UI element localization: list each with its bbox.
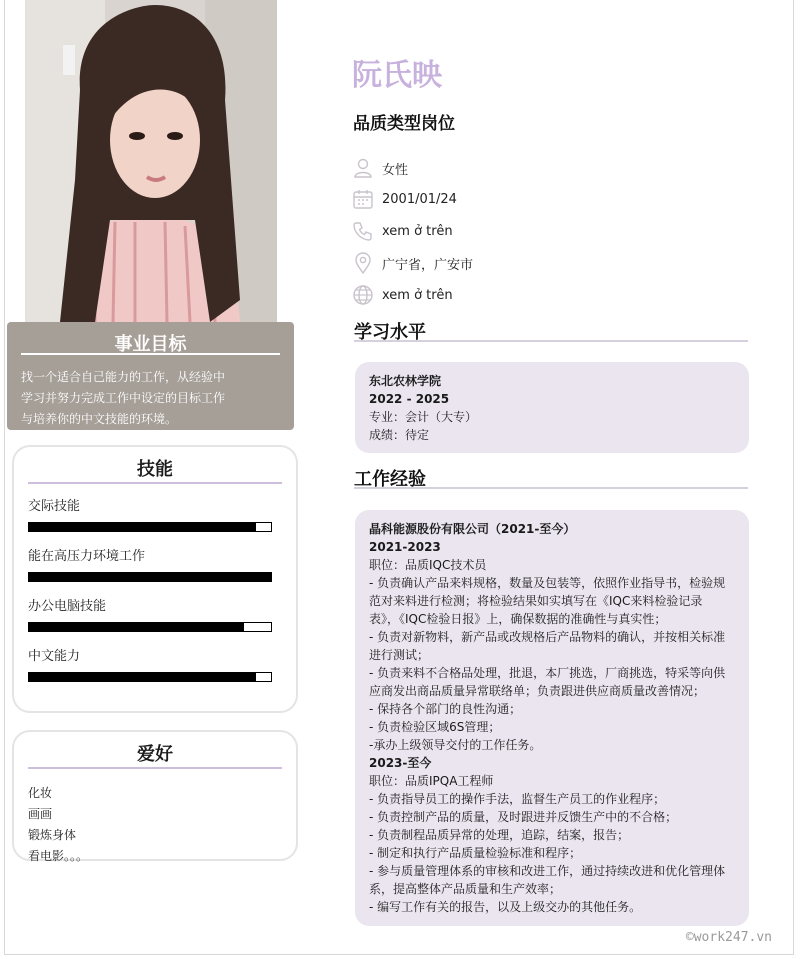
info-text: xem ở trên	[382, 287, 453, 303]
calendar-icon	[352, 188, 374, 210]
job-role: 职位：品质IPQA工程师	[369, 774, 494, 788]
skill-item	[28, 545, 272, 564]
duty-line: 范对来料进行检测；将检验结果如实填写在《IQC来料检验记录	[369, 594, 703, 608]
hobbies-list	[28, 783, 296, 867]
school-name: 东北农林学院	[369, 374, 442, 388]
skill-label: 中文能力	[28, 649, 81, 664]
info-website	[352, 283, 453, 307]
duty-line: - 制定和执行产品质量检验标准和程序；	[369, 846, 582, 860]
phone-icon	[352, 220, 374, 242]
person-icon	[352, 157, 374, 179]
globe-icon	[352, 284, 374, 306]
info-text: 广宁省，广安市	[382, 257, 474, 273]
objective-title: 事业目标	[114, 334, 187, 355]
duty-line: 系，提高整体产品质量和生产效率；	[369, 882, 562, 896]
duty-line: - 负责控制产品的质量，及时跟进并反馈生产中的不合格；	[369, 810, 678, 824]
duty-line: -承办上级领导交付的工作任务。	[369, 738, 542, 752]
hobbies-card	[12, 730, 298, 861]
duty-line: 进行测试；	[369, 648, 430, 662]
objective-line: 与培养你的中文技能的环境。	[21, 412, 178, 426]
duty-line: - 负责指导员工的操作手法，监督生产员工的作业程序；	[369, 792, 666, 806]
hobby-item: 锻炼身体	[28, 828, 77, 842]
company-name: 晶科能源股份有限公司（2021-至今）	[369, 522, 576, 536]
info-text: xem ở trên	[382, 223, 453, 239]
candidate-name: 阮氏映	[352, 58, 442, 93]
skill-label: 交际技能	[28, 499, 81, 514]
skill-label: 办公电脑技能	[28, 599, 107, 614]
education-section-title: 学习水平	[354, 322, 426, 343]
skill-level-fill	[29, 523, 256, 531]
info-phone	[352, 219, 453, 243]
objective-divider	[21, 353, 280, 355]
duty-line: - 编写工作有关的报告，以及上级交办的其他任务。	[369, 900, 642, 914]
skill-level-fill	[29, 573, 271, 581]
experience-box	[355, 510, 749, 926]
grade: 成绩：待定	[369, 428, 430, 442]
duty-line: 表》，《IQC检验日报》上，确保数据的准确性与真实性；	[369, 612, 667, 626]
info-gender	[352, 156, 408, 180]
target-position: 品质类型岗位	[353, 114, 455, 134]
info-birthdate	[352, 187, 457, 211]
skills-card	[12, 445, 298, 713]
hobby-item: 画画	[28, 807, 53, 821]
info-text: 2001/01/24	[382, 191, 457, 207]
duty-line: - 负责对新物料，新产品或改规格后产品物料的确认，并按相关标准	[369, 630, 726, 644]
duty-line: - 保持各个部门的良性沟通；	[369, 702, 522, 716]
hobbies-divider	[28, 767, 282, 769]
skills-title: 技能	[137, 459, 173, 480]
period: 2021-2023	[369, 540, 441, 554]
objective-line: 找一个适合自己能力的工作，从经验中	[21, 370, 226, 384]
education-divider	[354, 340, 748, 342]
study-years: 2022 - 2025	[369, 392, 450, 406]
education-box	[355, 362, 749, 453]
objective-text	[21, 367, 251, 430]
skills-divider	[28, 482, 282, 484]
profile-photo	[25, 0, 277, 322]
info-address	[352, 251, 473, 275]
hobbies-title: 爱好	[137, 744, 173, 765]
duty-line: - 负责制程品质异常的处理，追踪，结案，报告；	[369, 828, 630, 842]
career-objective-panel	[7, 322, 294, 430]
skill-label: 能在高压力环境工作	[28, 549, 146, 564]
skill-item	[28, 595, 272, 614]
info-text: 女性	[382, 162, 409, 178]
duty-line: - 负责确认产品来料规格，数量及包装等，依照作业指导书，检验规	[369, 576, 726, 590]
skill-level-bar	[28, 672, 272, 682]
duty-line: - 参与质量管理体系的审核和改进工作，通过持续改进和优化管理体	[369, 864, 726, 878]
objective-line: 学习并努力完成工作中设定的目标工作	[21, 391, 226, 405]
location-pin-icon	[352, 252, 374, 274]
skill-level-fill	[29, 623, 244, 631]
skill-item	[28, 645, 272, 664]
duty-line: 应商发出商品质量异常联络单；负责跟进供应商质量改善情况；	[369, 684, 706, 698]
watermark: ©work247.vn	[685, 930, 772, 945]
duty-line: - 负责来料不合格品处理，批退，本厂挑选，厂商挑选，特采等向供	[369, 666, 726, 680]
hobby-item: 看电影。。。	[28, 849, 89, 863]
job-role: 职位：品质IQC技术员	[369, 558, 487, 572]
skill-level-bar	[28, 572, 272, 582]
experience-divider	[354, 487, 748, 489]
skill-level-fill	[29, 673, 256, 681]
skill-level-bar	[28, 622, 272, 632]
skill-level-bar	[28, 522, 272, 532]
major: 专业：会计（大专）	[369, 410, 478, 424]
skill-item	[28, 495, 272, 514]
experience-section-title: 工作经验	[354, 469, 426, 490]
duty-line: - 负责检验区域6S管理；	[369, 720, 501, 734]
hobby-item: 化妆	[28, 786, 53, 800]
period: 2023-至今	[369, 756, 432, 770]
